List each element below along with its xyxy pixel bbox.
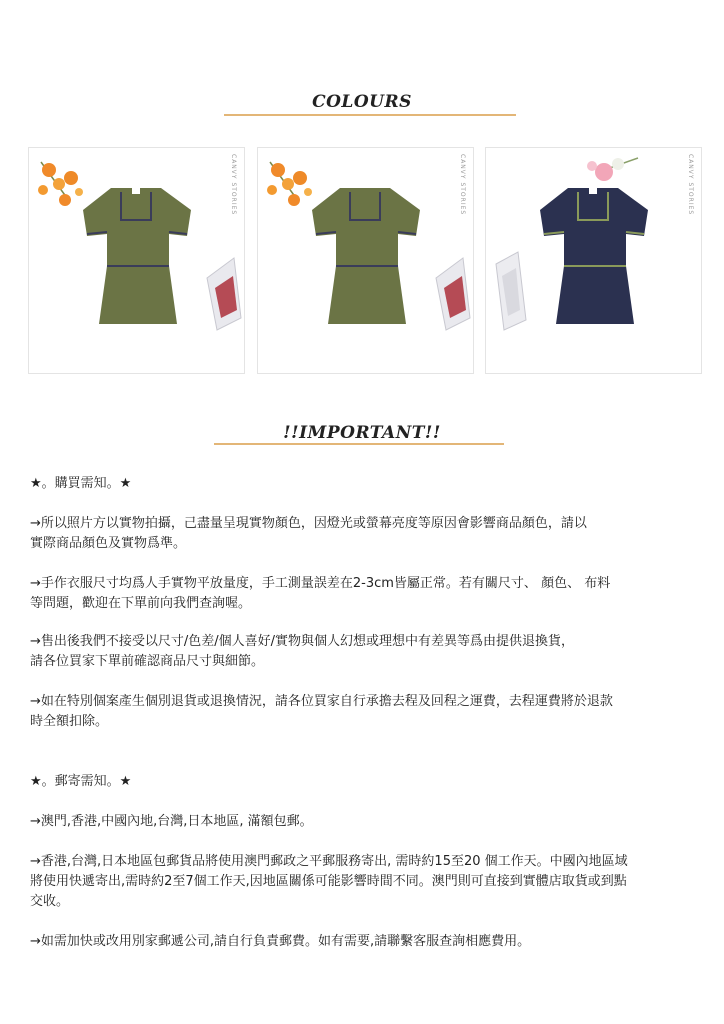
purchase-note-3 <box>30 632 660 672</box>
shipping-note-3 <box>30 932 660 952</box>
purchase-note-4 <box>30 692 660 732</box>
note-line: 請各位買家下單前確認商品尺寸與細節。 <box>30 654 265 669</box>
magazine-icon <box>496 252 526 330</box>
note-line: 將使用快遞寄出,需時約2至7個工作天,因地區關係可能影響時間不同。澳門則可直接到實體店取貨或到點 <box>30 874 627 889</box>
note-line: →售出後我們不接受以尺寸/色差/個人喜好/實物與個人幻想或理想中有差異等爲由提供退換貨， <box>30 634 575 649</box>
brand-side-text: CANVY STORIES <box>459 154 466 216</box>
purchase-notes <box>30 474 660 494</box>
shipping-note-1 <box>30 812 660 832</box>
note-line: →香港,台灣,日本地區包郵貨品將使用澳門郵政之平郵服務寄出, 需時約15至20 個工作天。中國內地區域 <box>30 854 628 869</box>
blouse-icon <box>540 188 648 324</box>
colours-divider <box>224 114 516 116</box>
purchase-note-2 <box>30 574 660 614</box>
note-line: 交收。 <box>30 894 70 909</box>
note-line: 時全額扣除。 <box>30 714 109 729</box>
note-line: →手作衣服尺寸均爲人手實物平放量度，手工測量誤差在2-3cm皆屬正常。若有關尺寸、 顏色、 布料 <box>30 576 611 591</box>
flower-icon <box>38 162 83 206</box>
brand-side-text: CANVY STORIES <box>687 154 694 216</box>
magazine-icon <box>207 258 241 330</box>
note-line: 實際商品顏色及實物爲準。 <box>30 536 187 551</box>
shipping-note-2 <box>30 852 660 912</box>
blouse-icon <box>312 188 420 324</box>
product-photo-2[interactable] <box>257 147 474 374</box>
purchase-note-1 <box>30 514 660 554</box>
flower-icon <box>267 162 312 206</box>
note-line: →如需加快或改用別家郵遞公司,請自行負責郵費。如有需要,請聯繫客服查詢相應費用。 <box>30 934 531 949</box>
purchase-heading: ★。購買需知。★ <box>30 476 132 491</box>
blouse-icon <box>83 188 191 324</box>
magazine-icon <box>436 258 470 330</box>
important-divider <box>214 443 504 445</box>
product-photo-3[interactable] <box>485 147 702 374</box>
note-line: 等問題，歡迎在下單前向我們查詢喔。 <box>30 596 252 611</box>
colours-title: COLOURS <box>312 92 412 112</box>
flower-icon <box>587 158 638 181</box>
note-line: →如在特別個案產生個別退貨或退換情況，請各位買家自行承擔去程及回程之運費，去程運費將於退款 <box>30 694 613 709</box>
important-title: !!IMPORTANT!! <box>283 423 441 443</box>
note-line: →所以照片方以實物拍攝，己盡量呈現實物顏色，因燈光或螢幕亮度等原因會影響商品顏色，請以 <box>30 516 587 531</box>
brand-side-text: CANVY STORIES <box>230 154 237 216</box>
shipping-heading: ★。郵寄需知。★ <box>30 774 132 789</box>
product-photo-1[interactable] <box>28 147 245 374</box>
note-line: →澳門,香港,中國內地,台灣,日本地區, 滿額包郵。 <box>30 814 313 829</box>
shipping-notes <box>30 772 660 792</box>
